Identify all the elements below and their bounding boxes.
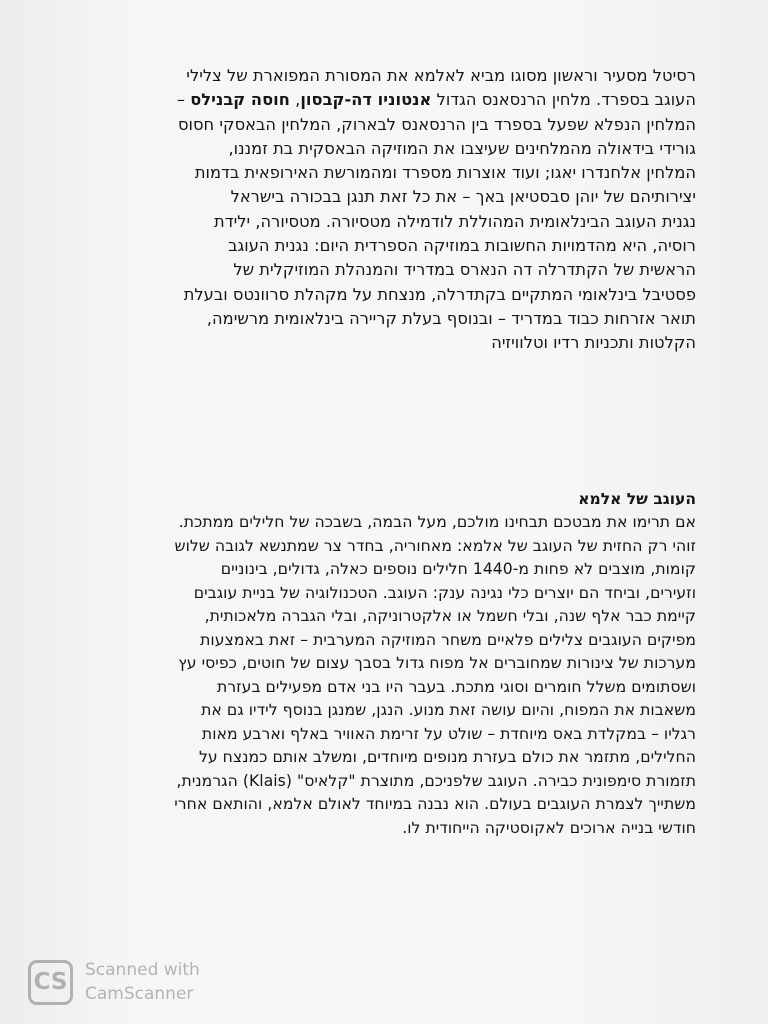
organ-line-13: משתייך לצמרת העוגבים בעולם. הוא נבנה במיוחד לאולם אלמא, והותאם אחרי — [174, 795, 696, 813]
organ-line-9: משאבות את המפוח, והיום עושה זאת מנוע. הנגן, שמנגן בנוסף לידיו גם את — [201, 701, 696, 719]
intro-line-12: הקלטות ותכניות רדיו וטלוויזיה — [491, 333, 696, 353]
camscanner-logo-icon: CS — [28, 960, 73, 1005]
organ-line-7: מערכות של צינורות שמחוברים אל מפוח גדול בסבך עצום של חוטים, כפיסי עץ — [178, 654, 696, 672]
organ-line-11: החלילים, מתזמר את כולם בעזרת מנופים מיוחדים, ומשלב אותם כמנצח על — [198, 748, 696, 766]
intro-line-11: תואר אזרחות כבוד במדריד – ובנוסף בעלת קריירה בינלאומית מרשימה, — [206, 308, 696, 328]
intro-line-2-comma: , — [295, 90, 301, 110]
intro-line-2-dash: – — [176, 90, 191, 110]
organ-line-3: קומות, מוצבים לא פחות מ-1440 חלילים נוספים כאלה, גדולים, בינוניים — [220, 560, 696, 578]
intro-line-8: רוסיה, היא מהדמויות החשובות במוזיקה הספרדית היום: נגנית העוגב — [228, 236, 696, 256]
organ-line-5: קיימת כבר אלף שנה, ובלי חשמל או אלקטרוניקה, ובלי הגברה מלאכותית, — [204, 607, 696, 625]
intro-line-10: פסטיבל בינלאומי המתקיים בקתדרלה, מנצחת על מקהלת סרוונטס ובעלת — [183, 284, 696, 304]
organ-line-10: רגליו – במקלדת באס מיוחדת – שולט על זרימת האוויר באלף וארבע מאות — [201, 724, 696, 743]
organ-line-6: מפיקים העוגבים צלילים פלאיים משחר המוזיקה המערבית – זאת באמצעות — [200, 630, 696, 649]
camscanner-watermark — [28, 958, 218, 1010]
organ-section — [70, 487, 696, 840]
intro-line-2-text: העוגב בספרד. מלחין הרנסאנס הגדול — [436, 90, 696, 110]
organ-line-14: חודשי בנייה ארוכים לאקוסטיקה הייחודית לו. — [402, 818, 696, 837]
organ-line-1: אם תרימו את מבטכם תבחינו מולכם, מעל הבמה, בשבכה של חלילים ממתכת. — [178, 513, 696, 531]
intro-line-6: יצירותיהם של יוהן סבסטיאן באך – את כל זאת תנגן בבכורה בישראל — [230, 187, 696, 207]
organ-line-12: תזמורת סימפונית כבירה. העוגב שלפניכם, מתוצרת "קלאיס" (Klais) הגרמנית, — [176, 771, 696, 790]
organ-section-heading: העוגב של אלמא — [578, 490, 696, 508]
intro-line-1: רסיטל מסעיר וראשון מסוגו מביא לאלמא את המסורת המפוארת של צלילי — [186, 66, 696, 85]
intro-line-4: גורידי בידאולה מהמלחינים שעיצבו את המוזיקה הבאסקית בת זמננו, — [228, 138, 696, 158]
intro-line-5: המלחין אלחנדרו יאגו; ועוד אוצרות מספרד ומהמורשת האירופאית בדמות — [194, 163, 696, 183]
intro-paragraph — [80, 64, 696, 356]
intro-line-7: נגנית העוגב הבינלאומית המהוללת לודמילה מטסיורה. מטסיורה, ילידת — [214, 211, 696, 231]
camscanner-label — [85, 958, 200, 1006]
organ-line-8: ושסתומים משלל חומרים וסוגי מתכת. בעבר היו בני אדם מפעילים בעזרת — [217, 677, 696, 696]
camscanner-text: CamScanner — [85, 984, 194, 1004]
composer-name-cabezon: אנטוניו דה-קבסון — [300, 90, 432, 110]
scanned-with-text: Scanned with — [85, 960, 200, 980]
organ-line-4: וזעירים, וביחד הם יוצרים כלי נגינה ענק: העוגב. הטכנולוגיה של בניית עוגבים — [193, 583, 696, 602]
intro-line-3: המלחין הנפלא שפעל בספרד בין הרנסאנס לבארוק, המלחין הבאסקי חסוס — [177, 114, 696, 134]
composer-name-cabanilles: חוסה קבנילס — [190, 90, 290, 110]
organ-line-2: זוהי רק החזית של העוגב של אלמא: מאחוריה, בחדר צר שמתנשא לגובה שלוש — [174, 536, 696, 555]
intro-line-9: הראשית של הקתדרלה דה הנארס במדריד והמנהלת המוזיקלית של — [233, 260, 696, 280]
intro-line-2 — [80, 88, 696, 112]
